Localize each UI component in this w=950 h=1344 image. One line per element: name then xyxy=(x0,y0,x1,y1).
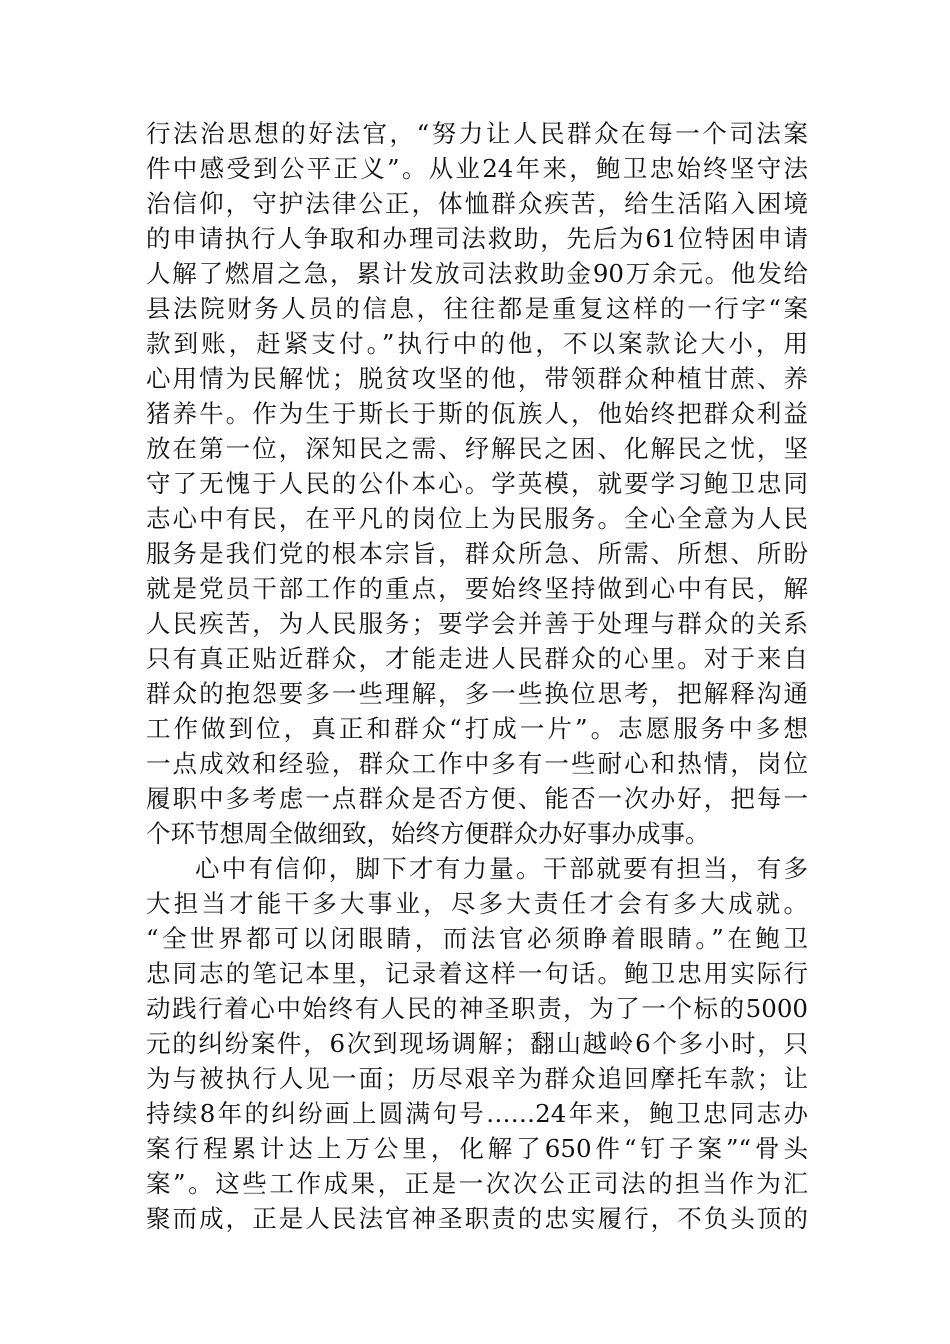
text-line: 款到账，赶紧支付。”执行中的他，不以案款论大小，用 xyxy=(146,329,808,358)
text-line: 履职中多考虑一点群众是否方便、能否一次办好，把每一 xyxy=(146,784,808,813)
text-line: 一点成效和经验，群众工作中多有一些耐心和热情，岗位 xyxy=(146,749,808,778)
text-line: 猪养牛。作为生于斯长于斯的佤族人，他始终把群众利益 xyxy=(146,399,808,428)
text-line: 守了无愧于人民的公仆本心。学英模，就要学习鲍卫忠同 xyxy=(146,469,808,498)
paragraph-1 xyxy=(146,116,808,851)
text-line: 聚而成，正是人民法官神圣职责的忠实履行，不负头顶的 xyxy=(146,1204,808,1233)
text-line: 案”。这些工作成果，正是一次次公正司法的担当作为汇 xyxy=(146,1169,808,1198)
text-line: 就是党员干部工作的重点，要始终坚持做到心中有民，解 xyxy=(146,574,808,603)
text-line: 持续8年的纠纷画上圆满句号……24年来，鲍卫忠同志办 xyxy=(146,1099,808,1128)
text-line: 县法院财务人员的信息，往往都是重复这样的一行字“案 xyxy=(146,294,808,323)
text-line: 治信仰，守护法律公正，体恤群众疾苦，给生活陷入困境 xyxy=(146,189,808,218)
text-line: 个环节想周全做细致，始终方便群众办好事办成事。 xyxy=(146,819,710,848)
text-line: 案行程累计达上万公里，化解了650件“钉子案”“骨头 xyxy=(146,1134,808,1163)
text-line: 件中感受到公平正义”。从业24年来，鲍卫忠始终坚守法 xyxy=(146,154,808,183)
text-line: 人民疾苦，为人民服务；要学会并善于处理与群众的关系 xyxy=(146,609,808,638)
document-body xyxy=(146,116,808,1236)
text-line: 服务是我们党的根本宗旨，群众所急、所需、所想、所盼 xyxy=(146,539,808,568)
text-line: 忠同志的笔记本里，记录着这样一句话。鲍卫忠用实际行 xyxy=(146,959,808,988)
text-line: 工作做到位，真正和群众“打成一片”。志愿服务中多想 xyxy=(146,714,808,743)
text-line: 大担当才能干多大事业，尽多大责任才会有多大成就。 xyxy=(146,889,808,918)
text-line: 元的纠纷案件，6次到现场调解；翻山越岭6个多小时，只 xyxy=(146,1029,808,1058)
text-line: 只有真正贴近群众，才能走进人民群众的心里。对于来自 xyxy=(146,644,808,673)
text-line: 心用情为民解忧；脱贫攻坚的他，带领群众种植甘蔗、养 xyxy=(146,364,808,393)
text-line: 心中有信仰，脚下才有力量。干部就要有担当，有多 xyxy=(195,854,808,883)
text-line: 动践行着心中始终有人民的神圣职责，为了一个标的5000 xyxy=(146,994,808,1023)
text-line: 志心中有民，在平凡的岗位上为民服务。全心全意为人民 xyxy=(146,504,808,533)
text-line: 人解了燃眉之急，累计发放司法救助金90万余元。他发给 xyxy=(146,259,808,288)
text-line: 为与被执行人见一面；历尽艰辛为群众追回摩托车款；让 xyxy=(146,1064,808,1093)
text-line: “全世界都可以闭眼睛，而法官必须睁着眼睛。”在鲍卫 xyxy=(146,924,808,953)
text-line: 的申请执行人争取和办理司法救助，先后为61位特困申请 xyxy=(146,224,808,253)
paragraph-2 xyxy=(146,851,808,1236)
text-line: 行法治思想的好法官，“努力让人民群众在每一个司法案 xyxy=(146,119,808,148)
text-line: 放在第一位，深知民之需、纾解民之困、化解民之忧，坚 xyxy=(146,434,808,463)
text-line: 群众的抱怨要多一些理解，多一些换位思考，把解释沟通 xyxy=(146,679,808,708)
